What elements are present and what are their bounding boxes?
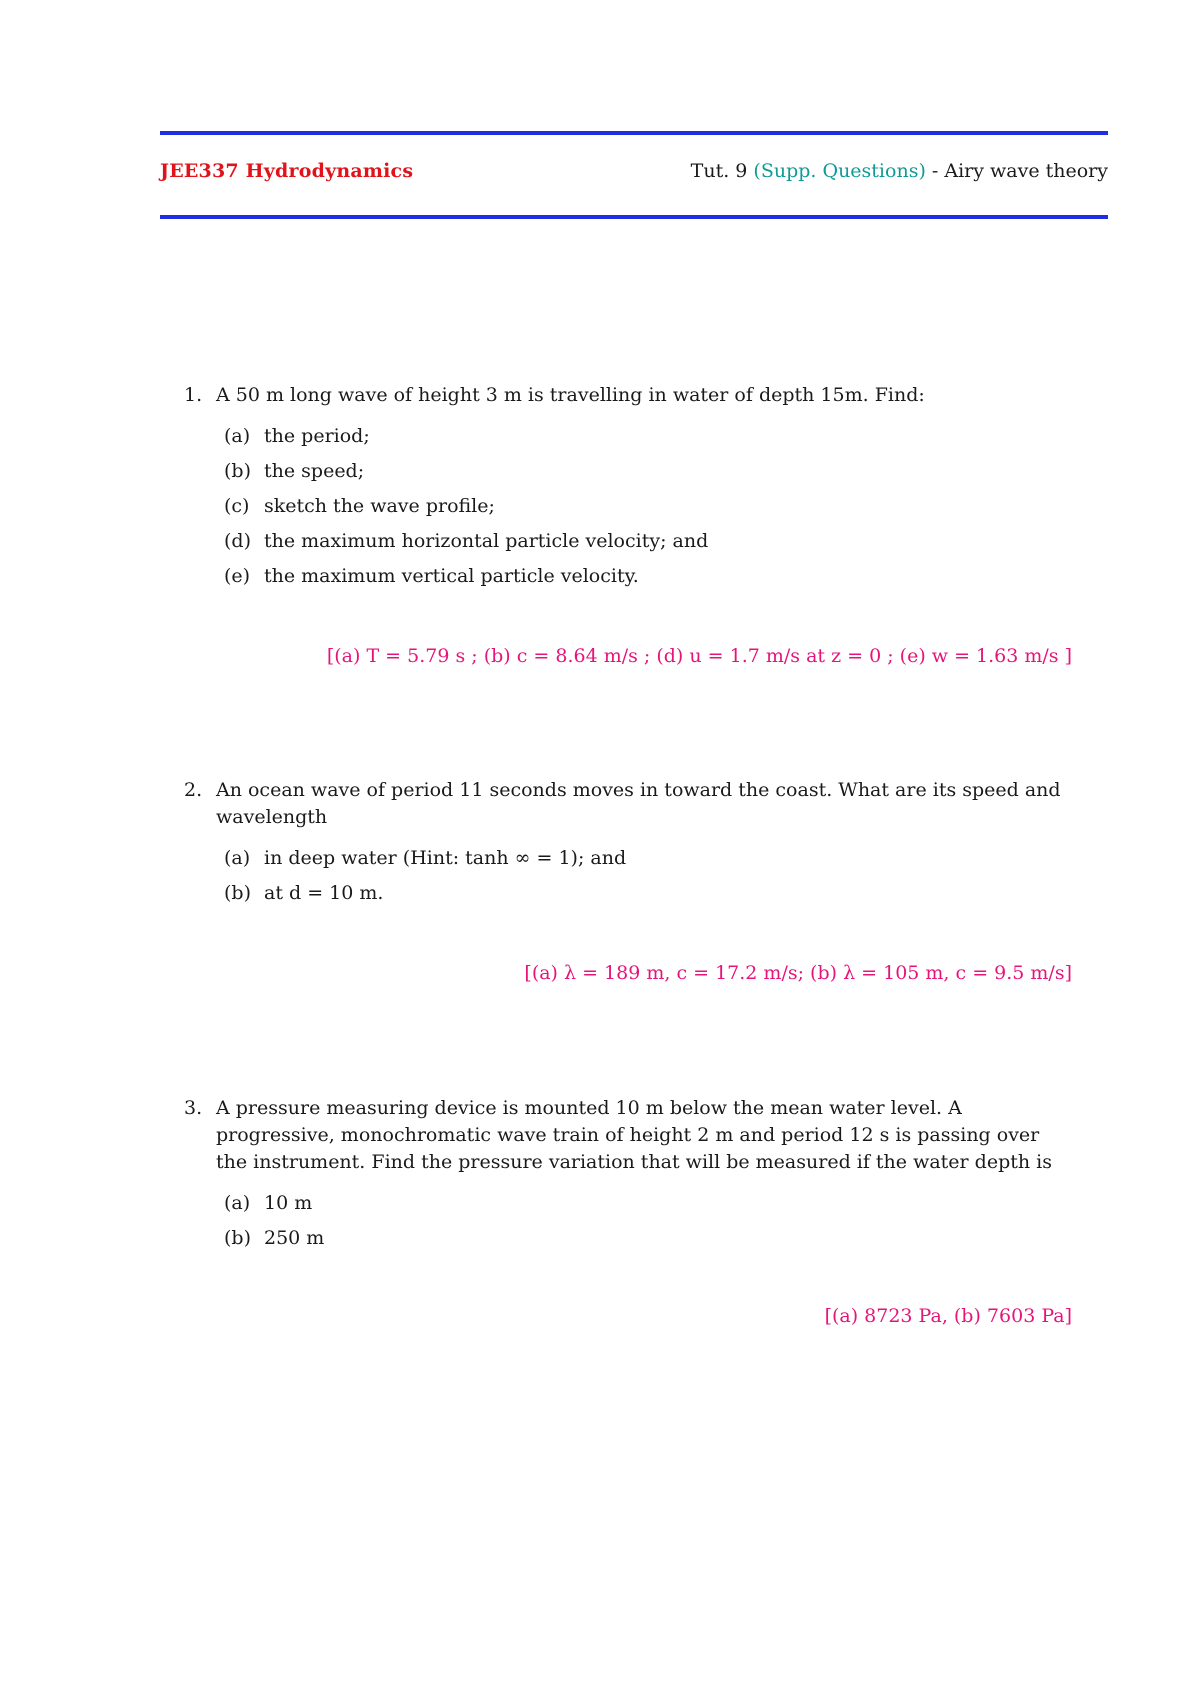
question-number: 3.	[184, 1097, 203, 1119]
subpart-item	[224, 419, 1072, 454]
question-number: 1.	[184, 384, 203, 406]
question-text: A 50 m long wave of height 3 m is travelling in water of depth 15m. Find:	[216, 384, 925, 406]
question-1	[184, 382, 1072, 594]
subpart-item	[224, 524, 1072, 559]
subpart-label: (b)	[224, 460, 251, 482]
subpart-label: (b)	[224, 882, 251, 904]
subpart-item	[224, 1186, 1072, 1221]
subpart-item	[224, 876, 1072, 911]
subpart-text: 250 m	[264, 1227, 325, 1249]
subpart-item	[224, 841, 1072, 876]
tutorial-number: Tut. 9	[690, 160, 748, 182]
subpart-label: (a)	[224, 425, 251, 447]
subpart-text: the maximum vertical particle velocity.	[264, 565, 639, 587]
question-text: A pressure measuring device is mounted 10 m below the mean water level. A progressive, monochromatic wave train of height 2 m and period 12 s is passing over the instrument. Find the pressure variation that will be measured if the water depth is	[216, 1097, 1052, 1173]
subpart-list	[224, 1186, 1072, 1256]
subpart-item	[224, 454, 1072, 489]
subpart-label: (b)	[224, 1227, 251, 1249]
subpart-list	[224, 419, 1072, 594]
subpart-text: 10 m	[264, 1192, 313, 1214]
subpart-label: (e)	[224, 565, 251, 587]
page-header	[160, 160, 1108, 190]
tutorial-topic: - Airy wave theory	[931, 160, 1108, 182]
header-bottom-rule	[160, 215, 1108, 219]
subpart-label: (d)	[224, 530, 251, 552]
subpart-item	[224, 1221, 1072, 1256]
question-3	[184, 1095, 1072, 1256]
subpart-text: at d = 10 m.	[264, 882, 384, 904]
subpart-text: the speed;	[264, 460, 365, 482]
subpart-text: the period;	[264, 425, 370, 447]
question-text: An ocean wave of period 11 seconds moves in toward the coast. What are its speed and wavelength	[216, 779, 1061, 828]
subpart-label: (a)	[224, 847, 251, 869]
answer-3: [(a) 8723 Pa, (b) 7603 Pa]	[824, 1305, 1072, 1327]
tutorial-supp-label: (Supp. Questions)	[753, 160, 926, 182]
subpart-list	[224, 841, 1072, 911]
subpart-item	[224, 489, 1072, 524]
subpart-label: (a)	[224, 1192, 251, 1214]
question-number: 2.	[184, 779, 203, 801]
subpart-text: sketch the wave profile;	[264, 495, 495, 517]
tutorial-title	[691, 160, 1108, 182]
answer-2: [(a) λ = 189 m, c = 17.2 m/s; (b) λ = 105 m, c = 9.5 m/s]	[524, 962, 1072, 984]
answer-1: [(a) T = 5.79 s ; (b) c = 8.64 m/s ; (d) u = 1.7 m/s at z = 0 ; (e) w = 1.63 m/s ]	[326, 645, 1072, 667]
subpart-label: (c)	[224, 495, 250, 517]
subpart-item	[224, 559, 1072, 594]
header-top-rule	[160, 131, 1108, 135]
course-title: JEE337 Hydrodynamics	[160, 160, 414, 182]
subpart-text: in deep water (Hint: tanh ∞ = 1); and	[264, 847, 627, 869]
subpart-text: the maximum horizontal particle velocity; and	[264, 530, 709, 552]
question-2	[184, 777, 1072, 911]
